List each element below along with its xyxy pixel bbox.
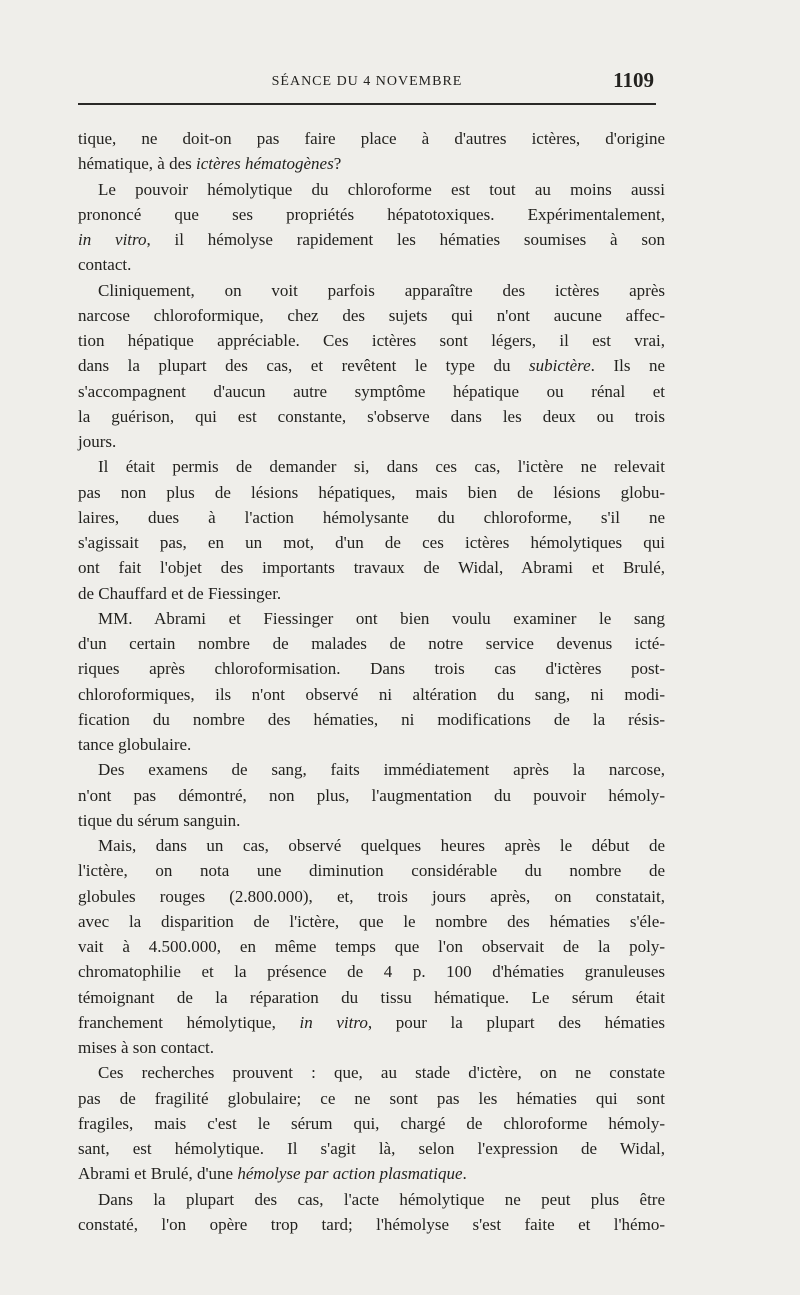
text-line: in vitro, il hémolyse rapidement les hématies soumises à son [78,230,665,249]
italic-text: in vitro [78,230,147,249]
text-line: pas non plus de lésions hépatiques, mais bien de lésions globu- [78,482,665,502]
italic-text: hémolyse par action plasmatique [237,1164,463,1184]
italic-text: ictères hématogènes [196,154,334,174]
text-line: s'agissait pas, en un mot, d'un de ces ictères hémolytiques qui [78,533,665,552]
text-line: s'accompagnent d'aucun autre symptôme hépatique ou rénal et [78,381,665,401]
text-line: jours. [78,432,117,451]
text-line: mises à son contact. [78,1038,214,1057]
text-line: franchement hémolytique, in vitro, pour la plupart des hématies [78,1012,666,1032]
text-line: contact. [78,255,132,275]
text-line: Dans la plupart des cas, l'acte hémolytique ne peut plus être [98,1189,665,1209]
text-line: laires, dues à l'action hémolysante du chloroforme, s'il ne [78,507,665,527]
text-line: fragiles, mais c'est le sérum qui, chargé de chloroforme hémoly- [78,1113,665,1133]
text-line: témoignant de la réparation du tissu hématique. Le sérum était [78,987,665,1007]
text-line: d'un certain nombre de malades de notre service devenus icté- [78,634,665,653]
text-line: chloroformiques, ils n'ont observé ni altération du sang, ni modi- [78,684,665,704]
text-line: l'ictère, on nota une diminution considérable du nombre de [78,861,665,881]
text-line: riques après chloroformisation. Dans trois cas d'ictères post- [78,659,665,679]
header-rule [78,103,656,105]
text-line: ont fait l'objet des importants travaux de Widal, Abrami et Brulé, [78,558,665,578]
text-line: globules rouges (2.800.000), et, trois jours après, on constatait, [78,886,665,906]
body-text [78,126,665,1237]
text-line: constaté, l'on opère trop tard; l'hémolyse s'est faite et l'hémo- [78,1214,665,1234]
text-line: fication du nombre des hématies, ni modifications de la résis- [78,709,665,729]
text-line: Cliniquement, on voit parfois apparaître des ictères après [98,280,665,300]
running-head: SÉANCE DU 4 NOVEMBRE [271,74,463,89]
text-line: la guérison, qui est constante, s'observe dans les deux ou trois [78,406,665,426]
text-line: de Chauffard et de Fiessinger. [78,583,282,603]
text-line: hématique, à des ictères hématogènes? [78,154,342,174]
text-line: tion hépatique appréciable. Ces ictères sont légers, il est vrai, [78,331,665,350]
text-line: Mais, dans un cas, observé quelques heures après le début de [98,836,665,855]
text-line: chromatophilie et la présence de 4 p. 100 d'hématies granuleuses [78,962,665,982]
text-line: n'ont pas démontré, non plus, l'augmentation du pouvoir hémoly- [78,785,665,805]
text-line: prononcé que ses propriétés hépatotoxiques. Expérimentalement, [78,204,665,224]
text-line: Ces recherches prouvent : que, au stade d'ictère, on ne constate [98,1063,665,1083]
text-line: tique du sérum sanguin. [78,810,241,830]
text-line: Le pouvoir hémolytique du chloroforme est tout au moins aussi [98,179,665,199]
text-line: MM. Abrami et Fiessinger ont bien voulu examiner le sang [98,608,665,628]
text-line: Abrami et Brulé, d'une hémolyse par action plasmatique. [78,1164,467,1184]
text-line: tance globulaire. [78,735,192,754]
text-line: Il était permis de demander si, dans ces cas, l'ictère ne relevait [98,457,665,477]
text-line: vait à 4.500.000, en même temps que l'on observait de la poly- [78,937,665,956]
text-line: pas de fragilité globulaire; ce ne sont pas les hématies qui sont [78,1088,665,1108]
italic-text: subictère [528,356,591,376]
text-line: Des examens de sang, faits immédiatement après la narcose, [98,760,665,780]
page-number: 1109 [613,68,654,92]
italic-text: in vitro [299,1012,368,1032]
text-line: sant, est hémolytique. Il s'agit là, selon l'expression de Widal, [78,1139,665,1158]
text-line: dans la plupart des cas, et revêtent le type du subictère. Ils ne [78,356,666,376]
text-line: narcose chloroformique, chez des sujets qui n'ont aucune affec- [78,305,665,325]
text-line: avec la disparition de l'ictère, que le nombre des hématies s'éle- [78,911,665,931]
text-line: tique, ne doit-on pas faire place à d'autres ictères, d'origine [78,129,665,148]
page-header [78,66,656,106]
